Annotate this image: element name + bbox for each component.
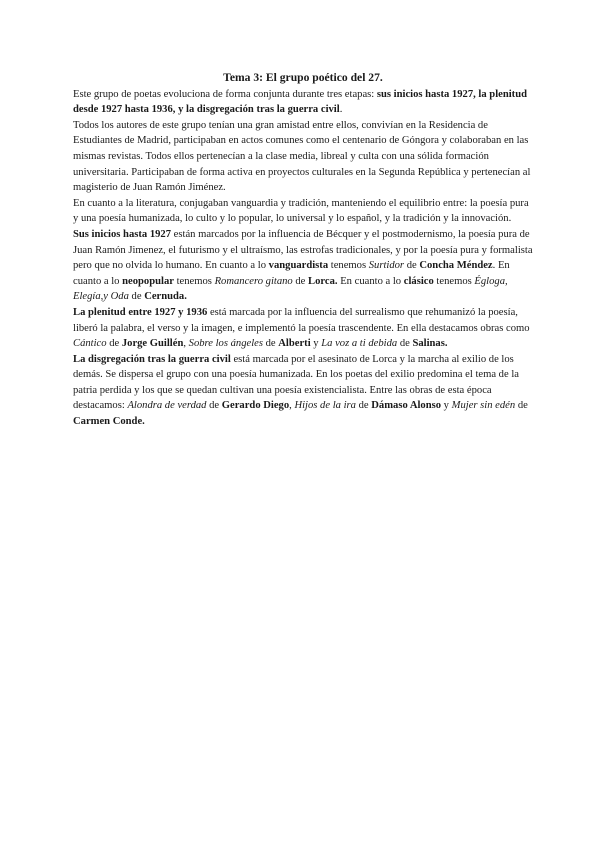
plenitud-text: y <box>310 338 322 350</box>
inicios-text: . En cuanto a lo <box>73 260 510 287</box>
disgregacion-text: de <box>515 400 528 412</box>
inicios-text: tenemos <box>328 260 369 272</box>
disgregacion-text: y <box>441 400 452 412</box>
inicios-text: tenemos <box>173 275 215 287</box>
intro-text: Este grupo de poetas evoluciona de forma conjunta durante tres etapas: <box>73 88 377 100</box>
work-title: Hijos de la ira <box>294 400 356 412</box>
work-title: Alondra de verdad <box>127 400 207 412</box>
inicios-text: En cuanto a lo <box>337 275 404 287</box>
author-name: Gerardo Diego <box>221 400 290 412</box>
paragraph-intro <box>73 87 533 118</box>
work-title: La voz a ti debida <box>321 338 398 350</box>
work-title: Sobre los ángeles <box>188 338 263 350</box>
plenitud-text: de <box>106 338 122 350</box>
inicios-text: de <box>292 275 309 287</box>
disgregacion-text: está marcada por el asesinato de Lorca y la marcha al exilio de los demás. Se dispersa el grupo con una poesía humanizada. En los poetas del exilio predomina el tema de la patria perdida y los que se quedan cultivan una poesía existencialista. Entre las obras de esta época destacamos: <box>73 353 519 412</box>
inicios-text: tenemos <box>433 275 475 287</box>
paragraph-disgregacion <box>73 352 533 430</box>
paragraph-literature: En cuanto a la literatura, conjugaban vanguardia y tradición, manteniendo el equilibrio entre: la poesía pura y una poesía humanizada, lo culto y lo popular, lo universal y lo español, y la tradición y la innovación. <box>73 197 529 225</box>
plenitud-heading: La plenitud entre 1927 y 1936 <box>73 306 208 318</box>
author-name: Dámaso Alonso <box>371 400 442 412</box>
paragraph-plenitud <box>73 305 533 352</box>
paragraph-inicios <box>73 227 533 305</box>
disgregacion-heading: La disgregación tras la guerra civil <box>73 353 231 365</box>
intro-stages-bold: sus inicios hasta 1927, la plenitud desde 1927 hasta 1936, y la disgregación tras la guerra civil <box>73 88 527 116</box>
inicios-text: están marcados por la influencia de Bécquer y el postmodernismo, la poesía pura de Juan Ramón Jimenez, el futurismo y el ultraísmo, las estrofas tradicionales, y por la poesía pura y formalista pero que no olvida lo humano. En cuanto a lo <box>73 228 533 272</box>
work-title: Cántico <box>73 338 107 350</box>
paragraph-friendship: Todos los autores de este grupo tenían una gran amistad entre ellos, convivían en la Residencia de Estudiantes de Madrid, participaban en actos comunes como el centenario de Góngora y colaboraban en las mismas revistas. Todos ellos pertenecían a la clase media, libreal y culta con una sólida formación universitaria. Participaban de forma activa en proyectos culturales en la Segunda República y pertenecían al magisterio de Juan Ramón Jiménez. <box>73 119 531 194</box>
document-title: Tema 3: El grupo poético del 27. <box>223 71 383 84</box>
work-title: Surtidor <box>368 260 405 272</box>
document-body <box>73 70 533 430</box>
inicios-text: de <box>404 260 420 272</box>
clasico-term: clásico <box>403 275 434 287</box>
intro-period: . <box>339 104 343 116</box>
vanguardista-term: vanguardista <box>268 260 329 272</box>
neopopular-term: neopopular <box>122 275 174 287</box>
work-title: Mujer sin edén <box>451 400 516 412</box>
author-name: Jorge Guillén <box>121 338 184 350</box>
author-name: Carmen Conde. <box>73 416 145 428</box>
plenitud-text: , <box>183 338 189 350</box>
plenitud-text: de <box>262 338 279 350</box>
disgregacion-text: , <box>289 400 295 412</box>
author-name: Alberti <box>278 338 311 350</box>
author-name: Lorca. <box>308 275 338 287</box>
inicios-heading: Sus inicios hasta 1927 <box>73 228 172 240</box>
work-title: Romancero gitano <box>214 275 293 287</box>
author-name: Cernuda. <box>144 291 187 303</box>
plenitud-text: de <box>397 338 413 350</box>
disgregacion-text: de <box>355 400 372 412</box>
plenitud-text: está marcada por la influencia del surrealismo que rehumanizó la poesía, liberó la palabra, el verso y la imagen, e implementó la poesía trascendente. En ella destacamos obras como <box>73 306 530 334</box>
author-name: Concha Méndez <box>419 260 493 272</box>
work-title: Égloga, Elegía,y Oda <box>73 275 508 303</box>
inicios-text: de <box>128 291 145 303</box>
author-name: Salinas. <box>412 338 448 350</box>
disgregacion-text: de <box>206 400 222 412</box>
